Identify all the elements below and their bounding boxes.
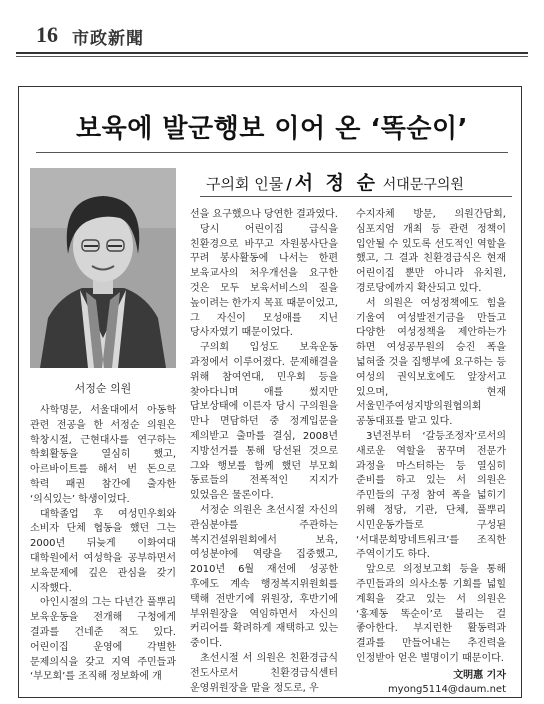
kicker-separator: / bbox=[286, 175, 292, 193]
page-number: 16 bbox=[36, 22, 58, 47]
reporter-email[interactable]: myong5114@daum.net bbox=[387, 683, 506, 695]
paragraph: 서 의원은 여성정책에도 힘을 기울여 여성발전기금을 만들고 다양한 여성정책을 제안하는가 하면 여성공무원의 승진 폭을 넓혀줄 것을 집행부에 요구하는 등 여성의 권익보호에도 앞장서고 있으며, 현재 서울민주여성지방의원협의회 공동대표를 맡고 있다. bbox=[356, 297, 506, 428]
headline-rule bbox=[36, 152, 508, 153]
byline bbox=[356, 669, 506, 697]
paragraph: 대학졸업 후 여성민우회와 소비자 단체 협동을 했던 그는 2000년 뒤늦게 이화여대 대학원에서 여성학을 공부하면서 보육문제에 깊은 관심을 갖기 시작했다. bbox=[30, 508, 176, 594]
portrait-illustration bbox=[30, 168, 176, 368]
paragraph: 선을 요구했으나 당연한 결과였다. bbox=[190, 209, 338, 220]
article-headline: 보육에 발군행보 이어 온 ‘똑순이’ bbox=[76, 114, 468, 144]
article-kicker bbox=[206, 168, 464, 195]
photo-caption: 서정순 의원 bbox=[74, 382, 132, 395]
reporter-name: 文明惠 기자 bbox=[453, 669, 506, 681]
kicker-title: 서대문구의원 bbox=[382, 177, 464, 193]
section-title: 市政新聞 bbox=[72, 29, 144, 49]
paragraph: 서정순 의원은 초선시절 자신의 관심분야를 주관하는 복지건설위원회에서 보육, 여성분야에 역량을 집중했고, 2010년 6월 재선에 성공한 후에도 계속 행정복지위원회를 택해 전반기에 위원장, 후반기에 부위원장을 역임하면서 자신의 커리어를 확려하게 재택하고 있는 중이다. bbox=[190, 504, 338, 650]
article-column-1 bbox=[30, 404, 176, 685]
paragraph: 앞으로 의정보고회 등을 통해 주민들과의 의사소통 기회를 넓힐 계획을 갖고 있는 서 의원은 ‘홍제동 똑순이’로 불리는 걸 좋아한다. 부지런한 활동력과 결과를 만들어내는 추진력을 인정받아 얻은 별명이기 때문이다. bbox=[356, 564, 506, 664]
paragraph: 아인시절의 그는 다년간 풀뿌리 보육운동을 전개해 구청에게 결과를 건네준 적도 있다. 어린이집 운영에 각별한 문제의식을 갖고 지역 주민들과 ‘부모회’를 조직해 정보화에 개 bbox=[30, 597, 176, 683]
paragraph: 사학명문, 서울대에서 아동학 관련 전공을 한 서정순 의원은 학창시절, 근현대사를 연구하는 학회활동을 열심히 했고, 아르바이트를 해서 번 돈으로 학력 패권 참간에 출자한 ‘의식있는’ 학생이었다. bbox=[30, 405, 176, 505]
paragraph: 수지자체 방문, 의원간담회, 심포지엄 개최 등 관련 정책이 입안될 수 있도록 선도적인 역할을 했고, 그 결과 친환경급식은 현재 어린이집 뿐만 아니라 유치원, 경로당에까지 확산되고 있다. bbox=[356, 209, 506, 294]
paragraph: 3년전부터 ‘갈등조정자’로서의 새로운 역할을 꿈꾸며 전문가 과정을 마스터하는 등 열심히 준비를 하고 있는 서 의원은 주민들의 구정 참여 폭을 넓히기 위해 정당, 기관, 단체, 풀뿌리 시민운동가들로 구성된 ‘서대문희망네트워크’를 조직한 주역이기도 하다. bbox=[356, 430, 506, 561]
masthead-rule-thin bbox=[16, 56, 528, 57]
article-column-2 bbox=[190, 208, 338, 696]
paragraph: 초선시절 서 의원은 친환경급식 전도사로서 친환경급식센터 운영위원장을 맡을 정도로, 우 bbox=[190, 652, 338, 694]
paragraph: 구의회 입성도 보육운동 과정에서 이루어졌다. 문제해결을 위해 참여연대, 민우회 등을 찾아다니며 애를 썼지만 답보상태에 이른자 당시 구의원을 만나 면담하던 중 정계입문을 제의받고 출마를 결심, 2008년 지방선거를 통해 당선된 것으로 그와 행보를 함께 했던 부모회 동료들의 전폭적인 지지가 있었음은 물론이다. bbox=[190, 342, 338, 502]
kicker-rule bbox=[200, 196, 512, 197]
masthead bbox=[16, 22, 528, 54]
kicker-prefix: 구의회 인물 bbox=[206, 175, 284, 193]
paragraph: 당시 어린이집 급식을 친환경으로 바꾸고 자원봉사단을 꾸려 봉사활동에 나서는 한편 보육교사의 처우개선을 요구한 것은 모두 보육서비스의 질을 높이려는 한가지 목표 때문이었고, 그 자신이 모성애를 지닌 당사자였기 때문이었다. bbox=[190, 223, 338, 339]
masthead-rule bbox=[16, 52, 528, 54]
kicker-name: 서 정 순 bbox=[294, 172, 378, 194]
portrait-photo bbox=[30, 168, 176, 368]
article-column-3 bbox=[356, 208, 506, 697]
